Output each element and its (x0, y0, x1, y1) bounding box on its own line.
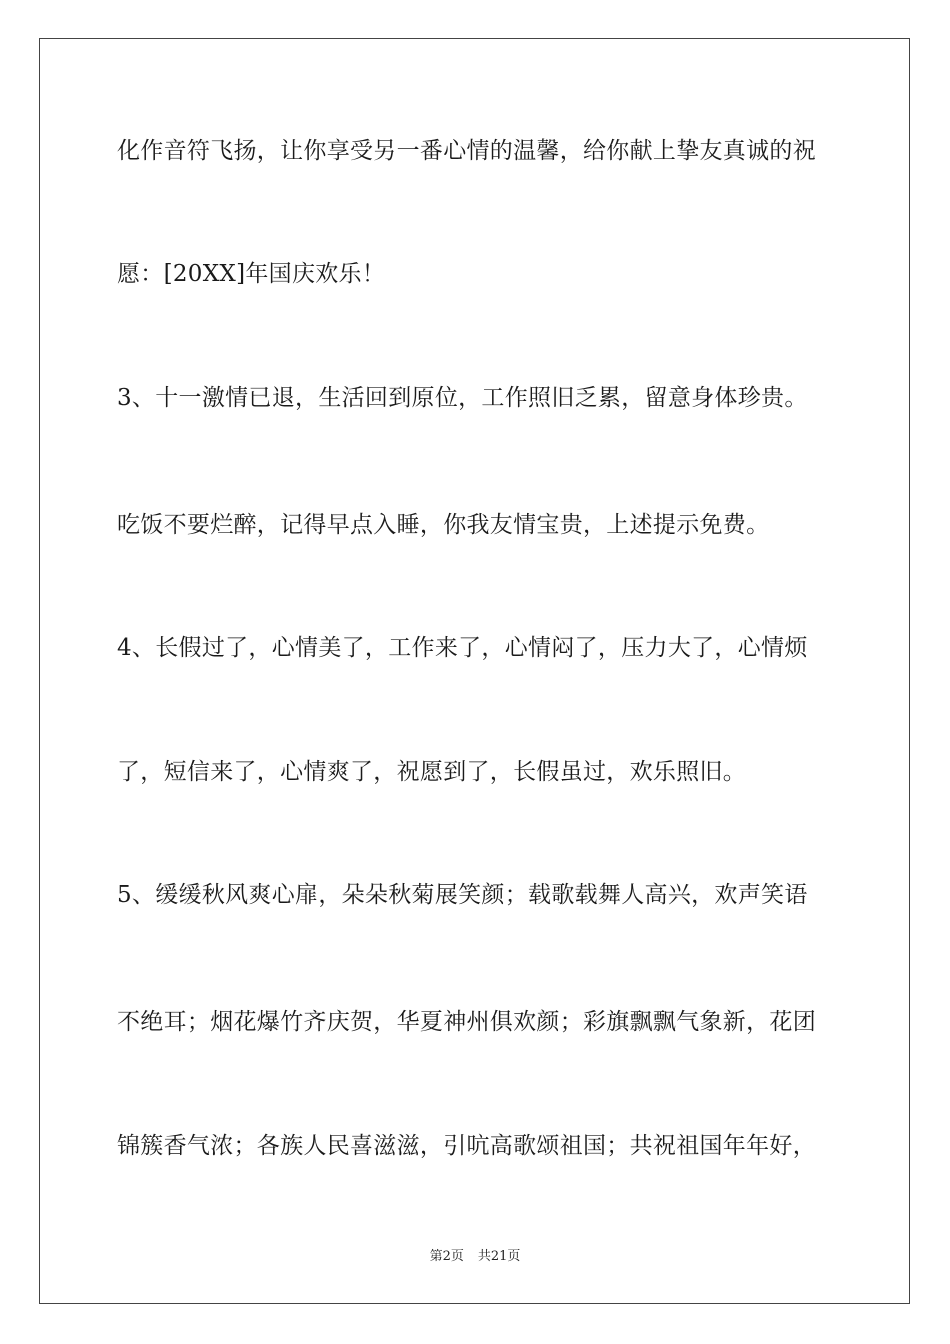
page-border (39, 38, 910, 1304)
body-line: 3、十一激情已退，生活回到原位，工作照旧乏累，留意身体珍贵。 (117, 385, 808, 411)
body-line: 愿：[20XX]年国庆欢乐！ (117, 261, 386, 287)
body-line: 4、长假过了，心情美了，工作来了，心情闷了，压力大了，心情烦 (117, 635, 808, 661)
body-line: 锦簇香气浓；各族人民喜滋滋，引吭高歌颂祖国；共祝祖国年年好， (117, 1133, 816, 1159)
page-footer (0, 1248, 950, 1266)
page-total: 共21页 (477, 1249, 521, 1264)
body-line: 化作音符飞扬，让你享受另一番心情的温馨，给你献上挚友真诚的祝 (117, 138, 816, 164)
body-line: 吃饭不要烂醉，记得早点入睡，你我友情宝贵，上述提示免费。 (117, 512, 770, 538)
body-line: 不绝耳；烟花爆竹齐庆贺，华夏神州俱欢颜；彩旗飘飘气象新，花团 (117, 1009, 816, 1035)
body-line: 了，短信来了，心情爽了，祝愿到了，长假虽过，欢乐照旧。 (117, 759, 747, 785)
page-number: 第2页 (429, 1249, 464, 1264)
body-line: 5、缓缓秋风爽心扉，朵朵秋菊展笑颜；载歌载舞人高兴，欢声笑语 (117, 882, 808, 908)
